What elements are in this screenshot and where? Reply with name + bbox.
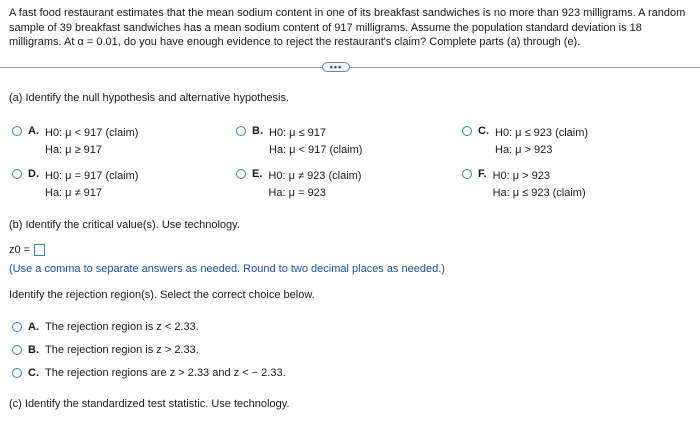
option-letter: C. — [28, 367, 39, 379]
option-text: The rejection regions are z > 2.33 and z < − 2.33. — [45, 367, 286, 379]
radio-button[interactable] — [236, 169, 246, 179]
part-a-question: (a) Identify the null hypothesis and alternative hypothesis. — [9, 92, 290, 104]
critical-value-row — [9, 244, 45, 256]
null-hypothesis: H0: μ ≤ 917 — [269, 127, 327, 139]
alt-hypothesis: Ha: μ ≥ 917 — [45, 144, 103, 156]
null-hypothesis: H0: μ ≠ 923 (claim) — [268, 170, 362, 182]
option-letter: B. — [28, 344, 39, 356]
option-letter: D. — [28, 168, 39, 180]
null-hypothesis: H0: μ = 917 (claim) — [45, 170, 139, 182]
alt-hypothesis: Ha: μ = 923 — [268, 187, 326, 199]
radio-button[interactable] — [462, 169, 472, 179]
answer-instructions: (Use a comma to separate answers as needed. Round to two decimal places as needed.) — [9, 263, 445, 275]
radio-button[interactable] — [12, 345, 22, 355]
alt-hypothesis: Ha: μ > 923 — [495, 144, 553, 156]
rejection-option-a[interactable] — [12, 321, 199, 333]
part-c-question: (c) Identify the standardized test statistic. Use technology. — [9, 398, 290, 410]
option-letter: F. — [478, 168, 487, 180]
option-letter: E. — [252, 168, 263, 180]
option-text: The rejection region is z > 2.33. — [45, 344, 199, 356]
option-letter: A. — [28, 321, 39, 333]
radio-button[interactable] — [462, 126, 472, 136]
option-b[interactable] — [236, 125, 362, 159]
radio-button[interactable] — [12, 322, 22, 332]
radio-button[interactable] — [12, 126, 22, 136]
option-c[interactable] — [462, 125, 588, 159]
alt-hypothesis: Ha: μ < 917 (claim) — [269, 144, 363, 156]
critical-value-input[interactable] — [34, 244, 45, 256]
alt-hypothesis: Ha: μ ≤ 923 (claim) — [492, 187, 586, 199]
rejection-option-c[interactable] — [12, 367, 286, 379]
option-f[interactable] — [462, 168, 586, 202]
option-a[interactable] — [12, 125, 138, 159]
problem-statement: A fast food restaurant estimates that the mean sodium content in one of its breakfast sandwiches is no more than 923 milligrams. A random sample of 39 breakfast sandwiches has a mean sodium content of 917 milligrams. Assume the population standard deviation is 18 milligrams. At α = 0.01, do you have enough evidence to reject the restaurant's claim? Complete parts (a) through (e). — [9, 7, 686, 48]
part-b-question: (b) Identify the critical value(s). Use technology. — [9, 219, 240, 231]
radio-button[interactable] — [12, 169, 22, 179]
divider — [0, 67, 700, 68]
option-e[interactable] — [236, 168, 361, 202]
z0-label: z0 = — [9, 244, 31, 256]
option-letter: C. — [478, 125, 489, 137]
option-letter: A. — [28, 125, 39, 137]
radio-button[interactable] — [12, 368, 22, 378]
alt-hypothesis: Ha: μ ≠ 917 — [45, 187, 103, 199]
rejection-option-b[interactable] — [12, 344, 199, 356]
option-text: The rejection region is z < 2.33. — [45, 321, 199, 333]
null-hypothesis: H0: μ > 923 — [492, 170, 550, 182]
option-d[interactable] — [12, 168, 138, 202]
expand-more-button[interactable]: ••• — [322, 62, 350, 72]
null-hypothesis: H0: μ ≤ 923 (claim) — [495, 127, 589, 139]
null-hypothesis: H0: μ < 917 (claim) — [45, 127, 139, 139]
radio-button[interactable] — [236, 126, 246, 136]
rejection-region-prompt: Identify the rejection region(s). Select the correct choice below. — [9, 289, 315, 301]
option-letter: B. — [252, 125, 263, 137]
